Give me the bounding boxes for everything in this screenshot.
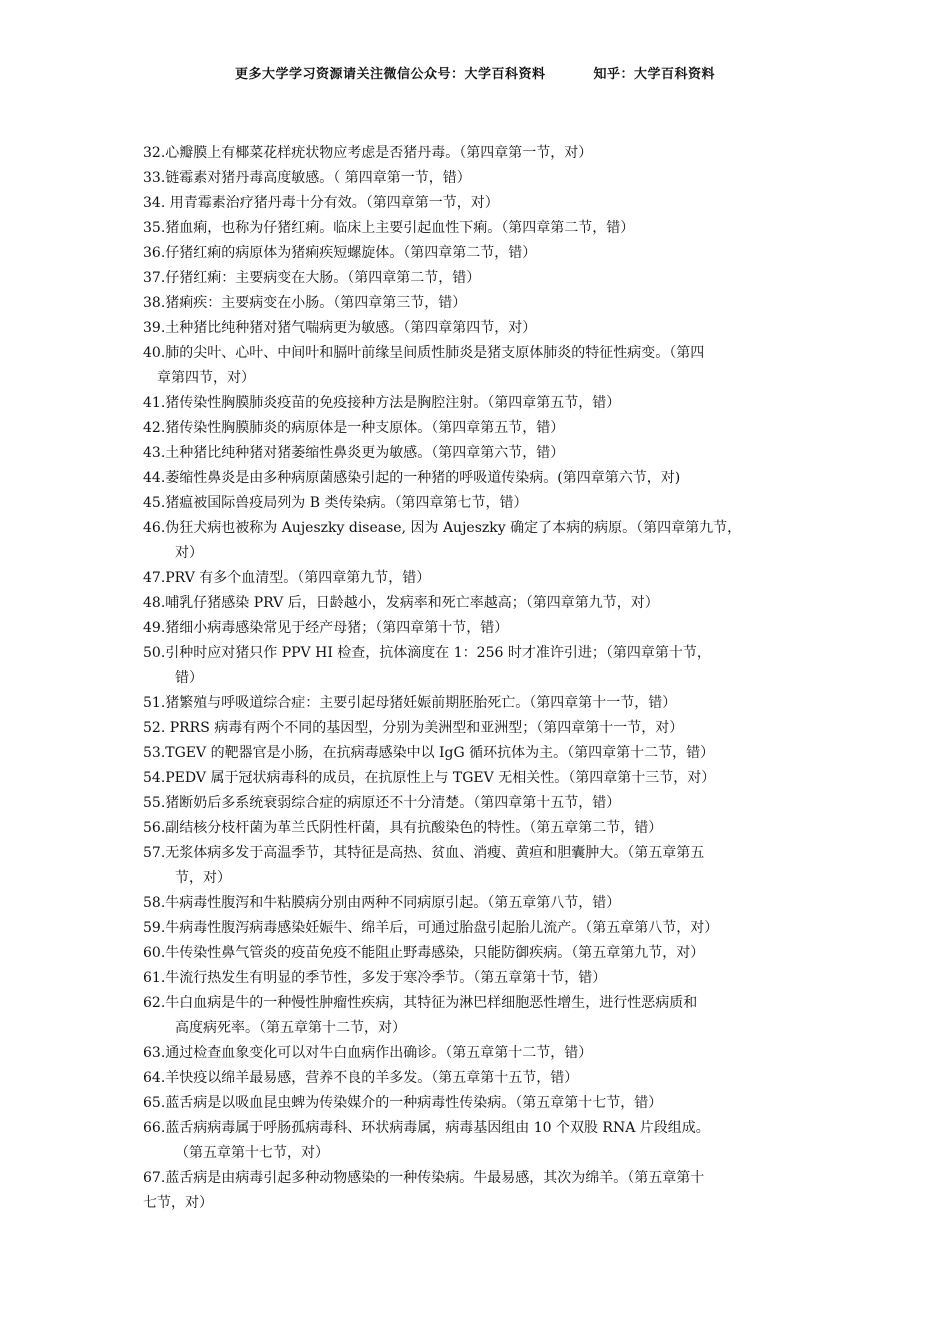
list-item: 38.猪痢疾：主要病变在小肠。（第四章第三节，错） xyxy=(143,295,467,311)
list-item: 61.牛流行热发生有明显的季节性，多发于寒冷季节。（第五章第十节，错） xyxy=(143,970,607,986)
list-item: 44.萎缩性鼻炎是由多种病原菌感染引起的一种猪的呼吸道传染病。(第四章第六节，对) xyxy=(143,470,681,486)
list-item: 57.无浆体病多发于高温季节，其特征是高热、贫血、消瘦、黄疸和胆囊肿大。（第五章第五 节，对） xyxy=(143,845,705,886)
list-item: 53.TGEV 的靶器官是小肠，在抗病毒感染中以 IgG 循环抗体为主。（第四章第十二节，错） xyxy=(143,745,715,761)
list-item: 67.蓝舌病是由病毒引起多种动物感染的一种传染病。牛最易感，其次为绵羊。（第五章第十 七节，对） xyxy=(143,1170,705,1211)
list-item: 36.仔猪红痢的病原体为猪痢疾短螺旋体。（第四章第二节，错） xyxy=(143,245,537,261)
list-item: 59.牛病毒性腹泻病毒感染妊娠牛、绵羊后，可通过胎盘引起胎儿流产。（第五章第八节，对） xyxy=(143,920,719,936)
list-item: 65.蓝舌病是以吸血昆虫蜱为传染媒介的一种病毒性传染病。（第五章第十七节，错） xyxy=(143,1095,663,1111)
list-item: 48.哺乳仔猪感染 PRV 后，日龄越小，发病率和死亡率越高；（第四章第九节，对） xyxy=(143,595,659,611)
list-item: 66.蓝舌病病毒属于呼肠孤病毒科、环状病毒属，病毒基因组由 10 个双股 RNA 片段组成。 （第五章第十七节，对） xyxy=(143,1120,710,1161)
list-item: 51.猪繁殖与呼吸道综合症：主要引起母猪妊娠前期胚胎死亡。（第四章第十一节，错） xyxy=(143,695,677,711)
list-item: 41.猪传染性胸膜肺炎疫苗的免疫接种方法是胸腔注射。（第四章第五节，错） xyxy=(143,395,621,411)
list-item: 37.仔猪红痢：主要病变在大肠。（第四章第二节，错） xyxy=(143,270,481,286)
list-item: 43.土种猪比纯种猪对猪萎缩性鼻炎更为敏感。（第四章第六节，错） xyxy=(143,445,565,461)
question-list xyxy=(143,141,813,1216)
list-item: 63.通过检查血象变化可以对牛白血病作出确诊。（第五章第十二节，错） xyxy=(143,1045,593,1061)
header-left-text: 更多大学学习资源请关注微信公众号：大学百科资料 xyxy=(234,67,546,82)
list-item: 47.PRV 有多个血清型。（第四章第九节，错） xyxy=(143,570,431,586)
list-item: 62.牛白血病是牛的一种慢性肿瘤性疾病，其特征为淋巴样细胞恶性增生，进行性恶病质和 高度病死率。（第五章第十二节，对） xyxy=(143,995,698,1036)
list-item: 54.PEDV 属于冠状病毒科的成员，在抗原性上与 TGEV 无相关性。（第四章第十三节，对） xyxy=(143,770,716,786)
list-item: 42.猪传染性胸膜肺炎的病原体是一种支原体。（第四章第五节，错） xyxy=(143,420,565,436)
list-item: 46.伪狂犬病也被称为 Aujeszky disease, 因为 Aujeszky 确定了本病的病原。（第四章第九节， 对） xyxy=(143,520,742,561)
list-item: 64.羊快疫以绵羊最易感，营养不良的羊多发。（第五章第十五节，错） xyxy=(143,1070,579,1086)
list-item: 56.副结核分枝杆菌为革兰氏阴性杆菌，具有抗酸染色的特性。（第五章第二节，错） xyxy=(143,820,663,836)
list-item: 32.心瓣膜上有椰菜花样疣状物应考虑是否猪丹毒。（第四章第一节，对） xyxy=(143,145,593,161)
list-item: 40.肺的尖叶、心叶、中间叶和膈叶前缘呈间质性肺炎是猪支原体肺炎的特征性病变。（第四 章第四节，对） xyxy=(143,345,705,386)
list-item: 34. 用青霉素治疗猪丹毒十分有效。（第四章第一节，对） xyxy=(143,195,499,211)
list-item: 60.牛传染性鼻气管炎的疫苗免疫不能阻止野毒感染，只能防御疾病。（第五章第九节，对） xyxy=(143,945,705,961)
list-item: 49.猪细小病毒感染常见于经产母猪；（第四章第十节，错） xyxy=(143,620,509,636)
page-header xyxy=(0,63,950,82)
list-item: 45.猪瘟被国际兽疫局列为 B 类传染病。（第四章第七节，错） xyxy=(143,495,528,511)
list-item: 50.引种时应对猪只作 PPV HI 检查，抗体滴度在 1：256 时才准许引进；（第四章第十节， 错） xyxy=(143,645,711,686)
list-item: 39.土种猪比纯种猪对猪气喘病更为敏感。（第四章第四节，对） xyxy=(143,320,537,336)
header-right-text: 知乎：大学百科资料 xyxy=(593,67,716,82)
list-item: 55.猪断奶后多系统衰弱综合症的病原还不十分清楚。（第四章第十五节，错） xyxy=(143,795,621,811)
list-item: 33.链霉素对猪丹毒高度敏感。（ 第四章第一节，错） xyxy=(143,170,471,186)
list-item: 58.牛病毒性腹泻和牛粘膜病分别由两种不同病原引起。（第五章第八节，错） xyxy=(143,895,621,911)
list-item: 52. PRRS 病毒有两个不同的基因型，分别为美洲型和亚洲型；（第四章第十一节，对） xyxy=(143,720,684,736)
list-item: 35.猪血痢，也称为仔猪红痢。临床上主要引起血性下痢。（第四章第二节，错） xyxy=(143,220,635,236)
